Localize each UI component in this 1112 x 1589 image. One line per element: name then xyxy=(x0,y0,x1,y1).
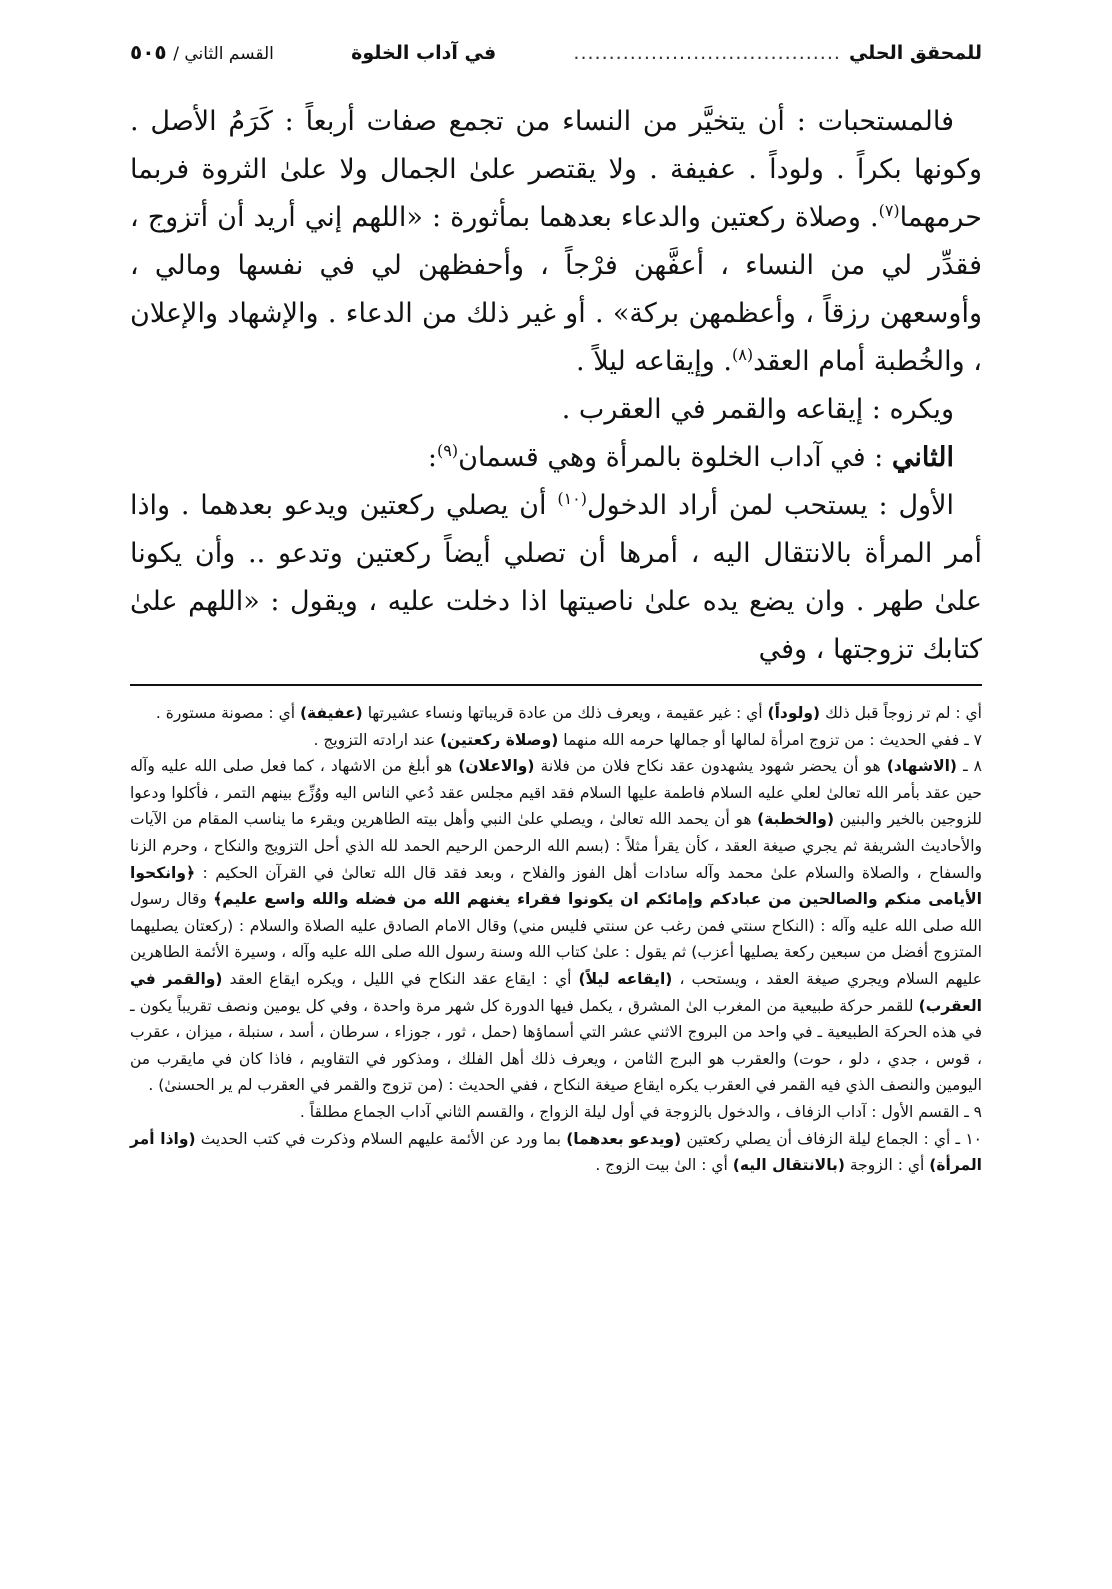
text-run: للقمر حركة طبيعية من المغرب الىٰ المشرق ، يكمل فيها الدورة كل شهر مرة واحدة ، وفي كل يومين ونصف تقريباً يكون ـ في هذه الحركة الطبيعية ـ في واحد من البروج الاثني عشر التي أسماؤها (حمل ، ثور ، جوزاء ، سرطان ، أسد ، سنبلة ، ميزان ، عقرب ، قوس ، جدي ، دلو ، حوت) والعقرب هو البرج الثامن ، ويعرف ذلك أهل الفلك ، ومذكور في التقاويم ، فاذا كان في مايقرب من اليومين والنصف الذي فيه القمر في العقرب يكره ايقاع صيغة النكاح ، ففي الحديث : (من تزوج والقمر في العقرب لم ير الحسنىٰ) . xyxy=(130,996,982,1095)
running-header xyxy=(130,40,982,84)
text-run: أي : الىٰ بيت الزوج . xyxy=(595,1156,728,1175)
term: (والاعلان) xyxy=(458,757,535,776)
text-run: ١٠ ـ أي : الجماع ليلة الزفاف أن يصلي ركعتين xyxy=(686,1129,982,1148)
text-run: فالمستحبات : أن يتخيَّر من النساء من تجمع صفات أربعاً : كَرَمُ الأصل . وكونها بكراً . ولوداً . عفيفة . ولا يقتصر علىٰ الجمال ولا علىٰ الثروة فربما حرمهما xyxy=(130,106,982,233)
quran-verse: ﴿وانكحوا الأيامى منكم والصالحين من عبادكم وإمائكم ان يكونوا فقراء يغنهم الله من فضله والله واسع عليم﴾ xyxy=(130,863,982,909)
term: (والخطبة) xyxy=(757,810,835,829)
term: (ويدعو بعدهما) xyxy=(566,1129,682,1148)
text-run: . وصلاة ركعتين والدعاء بعدهما بمأثورة : «اللهم إني أريد أن أتزوج ، فقدِّر لي من النساء ، أعفَّهن فرْجاً ، وأحفظهن لي في نفسها ومالي ، وأوسعهن رزقاً ، وأعظمهن بركة» . أو غير ذلك من الدعاء . والإشهاد والإعلان ، والخُطبة أمام العقد xyxy=(130,202,982,377)
footnote-7 xyxy=(130,727,982,754)
note-ref-9[interactable]: (٩) xyxy=(436,441,459,460)
footnote-10 xyxy=(130,1126,982,1179)
note-ref-10[interactable]: (١٠) xyxy=(557,489,588,508)
text-run: أي : لم تر زوجاً قبل ذلك xyxy=(825,704,982,722)
term: (عفيفة) xyxy=(299,704,363,722)
text-run: أي : الزوجة xyxy=(849,1156,925,1175)
footnote-separator xyxy=(130,684,982,686)
text-run: عند ارادته التزويج . xyxy=(313,730,435,749)
header-section: القسم الثاني / xyxy=(173,44,274,64)
term: (وصلاة ركعتين) xyxy=(439,730,559,749)
term: (ولوداً) xyxy=(767,704,821,722)
term: (واذا أمر المرأة) xyxy=(130,1129,982,1175)
footnote-8 xyxy=(130,753,982,1099)
note-ref-8[interactable]: (٨) xyxy=(731,345,754,364)
text-run: . وإيقاعه ليلاً . xyxy=(576,346,732,377)
header-author: للمحقق الحلي xyxy=(848,42,982,64)
main-text xyxy=(130,98,982,674)
footnote-continued xyxy=(130,700,982,727)
paragraph-first xyxy=(130,482,982,674)
text-run: أي : ايقاع عقد النكاح في الليل ، ويكره ايقاع العقد xyxy=(229,969,572,988)
text-run: وقال رسول الله صلى الله عليه وآله : (النكاح سنتي فمن رغب عن سنتي فليس مني) وقال الامام الصادق عليه الصلاة والسلام : (ركعتان يصليهما المتزوج أفضل من سبعين ركعة يصليها أعزب) ثم يقول : علىٰ كتاب الله وسنة رسول الله صلى الله عليه وآله ، وسيرة الأئمة الطاهرين عليهم السلام ويجري صيغة العقد ، ويستحب ، xyxy=(130,890,982,988)
footnote-9: ٩ ـ القسم الأول : آداب الزفاف ، والدخول بالزوجة في أول ليلة الزواج ، والقسم الثاني آداب الجماع مطلقاً . xyxy=(299,1102,982,1121)
term: (الاشهاد) xyxy=(886,757,958,776)
text-run: : xyxy=(427,442,437,473)
text-run: أي : مصونة مستورة . xyxy=(155,704,296,722)
term: (بالانتقال اليه) xyxy=(732,1156,845,1175)
text-run: أي : غير عقيمة ، ويعرف ذلك من عادة قريباتها ونساء عشيرتها xyxy=(367,704,763,722)
header-dots: ...................................... xyxy=(573,42,841,64)
text-run: الأول : يستحب لمن أراد الدخول xyxy=(587,490,954,521)
text-run: أن يصلي ركعتين ويدعو بعدهما . واذا أمر المرأة بالانتقال اليه ، أمرها أن تصلي أيضاً ركعتين وتدعو .. وأن يكونا علىٰ طهر . وان يضع يده علىٰ ناصيتها اذا دخلت عليه ، ويقول : «اللهم علىٰ كتابك تزوجتها ، وفي xyxy=(130,490,982,665)
text-run: هو أن يحمد الله تعالىٰ ، ويصلي علىٰ النبي وأهل بيته الطاهرين ويقرء ما يناسب المقام من الآيات والأحاديث الشريفة ثم يجري صيغة العقد ، كأن يقرأ مثلاً : (بسم الله الرحمن الرحيم الحمد لله الذي أحل التزويج والنكاح ، وحرم الزنا والسفاح ، والصلاة والسلام علىٰ محمد وآله سادات أهل الفوز والفلاح ، وبعد فقد قال الله تعالىٰ في القرآن الحكيم : xyxy=(130,810,983,882)
footnotes xyxy=(130,700,982,1179)
section-heading-second: الثاني xyxy=(891,442,954,473)
paragraph-second xyxy=(130,434,982,482)
paragraph-disliked: ويكره : إيقاعه والقمر في العقرب . xyxy=(561,394,954,425)
header-chapter: في آداب الخلوة xyxy=(351,42,497,64)
page-number: ٥٠٥ xyxy=(130,40,167,64)
header-page-info xyxy=(130,40,274,64)
text-run: بما ورد عن الأئمة عليهم السلام وذكرت في كتب الحديث xyxy=(200,1129,561,1148)
text-run: ٨ ـ xyxy=(963,757,982,776)
note-ref-7[interactable]: (٧) xyxy=(878,201,900,220)
text-run: هو أن يحضر شهود يشهدون عقد نكاح فلان من فلانة xyxy=(540,757,881,776)
text-run: هو أبلغ من الاشهاد ، كما فعل صلى الله عليه وآله حين عقد بأمر الله تعالىٰ لعلي عليه السلام فاطمة عليها السلام فقد اقيم مجلس عقد دُعي الناس اليه ووُزِّع بينهم التمر ، فأكلوا ودعوا للزوجين بالخير والبنين xyxy=(130,757,982,829)
text-run: ٧ ـ ففي الحديث : من تزوج امرأة لمالها أو جمالها حرمه الله منهما xyxy=(563,730,982,749)
header-author-group xyxy=(573,42,982,64)
text-run: : في آداب الخلوة بالمرأة وهي قسمان xyxy=(458,442,884,473)
term: (والقمر في العقرب) xyxy=(130,969,982,1015)
paragraph-recommended xyxy=(130,98,982,386)
term: (ايقاعه ليلاً) xyxy=(578,969,673,988)
